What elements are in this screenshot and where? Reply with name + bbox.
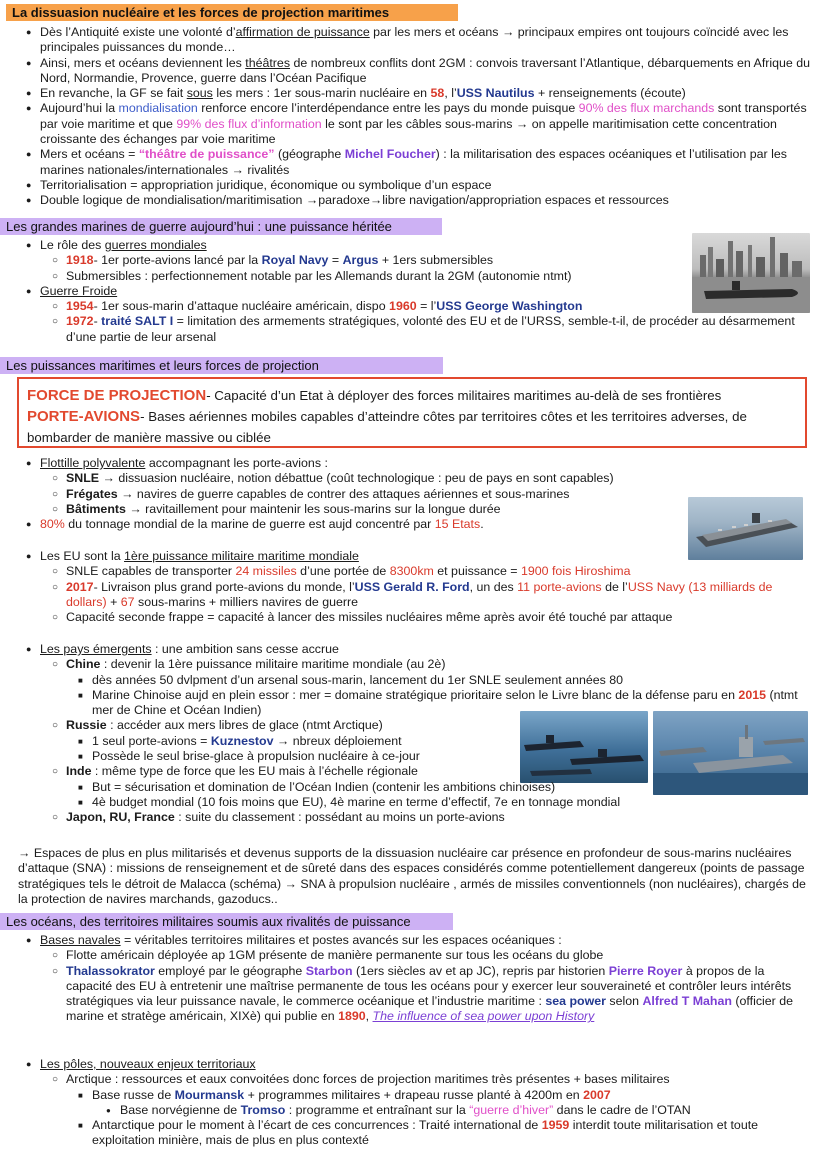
- list-item: ○ Japon, RU, France : suite du classement : possédant au moins un porte-avions: [50, 810, 812, 825]
- list-item: ● Territorialisation = appropriation juridique, économique ou symbolique d’un espace: [24, 178, 815, 193]
- list-item: ● Le rôle des guerres mondiales: [24, 238, 812, 253]
- list-item: ○ Arctique : ressources et eaux convoitées donc forces de projection maritimes très présentes + bases militaires: [50, 1072, 812, 1087]
- list-item: ○ Flotte américain déployée ap 1GM présente de manière permanente sur tous les océans du globe: [50, 948, 812, 963]
- section-bases-list: [0, 933, 812, 1025]
- list-item: ■ Possède le seul brise-glace à propulsion nucléaire à ce-jour: [76, 749, 812, 764]
- section-title-puissances: Les puissances maritimes et leurs forces de projection: [0, 357, 443, 374]
- list-item: ● Dès l’Antiquité existe une volonté d’affirmation de puissance par les mers et océans → principaux empires ont toujours coïncidé avec les principales puissances du monde…: [24, 25, 815, 56]
- list-item: ■ Base russe de Mourmansk + programmes militaires + drapeau russe planté à 4200m en 2007: [76, 1088, 812, 1103]
- list-item: ● Les pôles, nouveaux enjeux territoriaux: [24, 1057, 812, 1072]
- list-item: ○ 1954- 1er sous-marin d’attaque nucléaire américain, dispo 1960 = l’USS George Washington: [50, 299, 812, 314]
- list-item: ○ Capacité seconde frappe = capacité à lancer des missiles nucléaires même après avoir été touché par attaque: [50, 610, 812, 625]
- section-title-dissuasion: La dissuasion nucléaire et les forces de projection maritimes: [6, 4, 458, 21]
- list-item: ● Ainsi, mers et océans deviennent les théâtres de nombreux conflits dont 2GM : convois traversant l’Atlantique, débarquements en Afrique du Nord, Normandie, Provence, guerre dans l’Océan Pacifique: [24, 56, 815, 87]
- definition-box: [17, 377, 807, 448]
- section-title-oceans: Les océans, des territoires militaires soumis aux rivalités de puissance: [0, 913, 453, 930]
- list-item: ○ Submersibles : perfectionnement notable par les Allemands durant la 2GM (autonomie ntmt): [50, 269, 812, 284]
- conclusion-paragraph: → Espaces de plus en plus militarisés et devenus supports de la dissuasion nucléaire car présence en profondeur de sous-marins nucléaires d’attaque (SNA) : missions de renseignement et de sûreté dans des espaces considérés comme potentiellement dangereux (points de passage stratégiques tels le détroit de Malacca (schéma) → SNA à propulsion nucléaire , armés de missiles conventionnels (non nucléaires), chargés de la protection de navires marchands, gazoducs..: [18, 846, 806, 906]
- list-item: ● Base norvégienne de Tromso : programme et entraînant sur la “guerre d’hiver” dans le cadre de l’OTAN: [104, 1103, 812, 1118]
- list-item: ○ Thalassokrator employé par le géographe Starbon (1ers siècles av et ap JC), repris par historien Pierre Royer à propos de la capacité des EU à entretenir une maîtrise permanente de tous les océans pour y exercer leur souveraineté et contrôler leurs intérêts stratégiques via leur puissance navale, le commerce océanique et l’industrie maritime : sea power selon Alfred T Mahan (officier de marine et stratège américain, XIXè) qui publie en 1890, The influence of sea power upon History: [50, 964, 812, 1025]
- list-item: ● Bases navales = véritables territoires militaires et postes avancés sur les espaces océaniques :: [24, 933, 812, 948]
- section-emergents-list: [0, 642, 812, 826]
- book-link[interactable]: The influence of sea power upon History: [372, 1009, 595, 1024]
- section-title-marines: Les grandes marines de guerre aujourd’hui : une puissance héritée: [0, 218, 442, 235]
- list-item: ● Guerre Froide: [24, 284, 812, 299]
- list-item: ○ Frégates → navires de guerre capables de contrer des attaques aériennes et sous-marines: [50, 487, 812, 502]
- list-item: ● Mers et océans = “théâtre de puissance” (géographe Michel Foucher) : la militarisation des espaces océaniques et l’utilisation par les marines nationales/internationales → rivalités: [24, 147, 815, 178]
- list-item: ● En revanche, la GF se fait sous les mers : 1er sous-marin nucléaire en 58, l’USS Nautilus + renseignements (écoute): [24, 86, 815, 101]
- list-item: ■ dès années 50 dvlpment d’un arsenal sous-marin, lancement du 1er SNLE seulement années 80: [76, 673, 812, 688]
- list-item: ○ Chine : devenir la 1ère puissance militaire maritime mondiale (au 2è): [50, 657, 812, 672]
- list-item: ○ Russie : accéder aux mers libres de glace (ntmt Arctique): [50, 718, 812, 733]
- section-dissuasion-list: [0, 25, 815, 209]
- definition-porte-avions: PORTE-AVIONS- Bases aériennes mobiles capables d’atteindre côtes par territoires côtes et les territoires adverses, de bombarder de manière massive ou ciblée: [27, 408, 747, 445]
- list-item: ○ SNLE → dissuasion nucléaire, notion débattue (coût technologique : peu de pays en sont capables): [50, 471, 812, 486]
- list-item: ○ 2017- Livraison plus grand porte-avions du monde, l’USS Gerald R. Ford, un des 11 porte-avions de l’USS Navy (13 milliards de dollars) + 67 sous-marins + milliers navires de guerre: [50, 580, 812, 611]
- section-eu-list: [0, 549, 812, 625]
- list-item: ○ Inde : même type de force que les EU mais à l’échelle régionale: [50, 764, 812, 779]
- section-flottille-list: [0, 456, 812, 532]
- list-item: ● Aujourd’hui la mondialisation renforce encore l’interdépendance entre les pays du monde puisque 90% des flux marchands sont transportés par voie maritime et que 99% des flux d’information le sont par les câbles sous-marins → on appelle maritimisation cette concentration croissante des échanges par voie maritime: [24, 101, 815, 147]
- list-item: ■ Marine Chinoise aujd en plein essor : mer = domaine stratégique prioritaire selon le Livre blanc de la défense paru en 2015 (ntmt mer de Chine et Océan Indien): [76, 688, 812, 719]
- section-poles-list: [0, 1057, 812, 1149]
- list-item: ○ 1918- 1er porte-avions lancé par la Royal Navy = Argus + 1ers submersibles: [50, 253, 812, 268]
- list-item: ■ 1 seul porte-avions = Kuznestov → nbreux déploiement: [76, 734, 812, 749]
- list-item: ■ But = sécurisation et domination de l’Océan Indien (contenir les ambitions chinoises): [76, 780, 812, 795]
- list-item: ● 80% du tonnage mondial de la marine de guerre est aujd concentré par 15 Etats.: [24, 517, 812, 532]
- list-item: ● Double logique de mondialisation/maritimisation →paradoxe→libre navigation/appropriation espaces et ressources: [24, 193, 815, 208]
- list-item: ○ 1972- traité SALT I = limitation des armements stratégiques, volonté des EU et de l’URSS, semble-t-il, de procéder au désarmement d’une partie de leur arsenal: [50, 314, 812, 345]
- list-item: ■ 4è budget mondial (10 fois moins que EU), 4è marine en terme d’effectif, 7e en tonnage mondial: [76, 795, 812, 810]
- list-item: ○ Bâtiments → ravitaillement pour maintenir les sous-marins sur la longue durée: [50, 502, 812, 517]
- section-marines-list: [0, 238, 812, 345]
- list-item: ● Flottille polyvalente accompagnant les porte-avions :: [24, 456, 812, 471]
- list-item: ● Les pays émergents : une ambition sans cesse accrue: [24, 642, 812, 657]
- list-item: ■ Antarctique pour le moment à l’écart de ces concurrences : Traité international de 1959 interdit toute militarisation et toute exploitation minière, mais de plus en plus contexté: [76, 1118, 812, 1149]
- list-item: ● Les EU sont la 1ère puissance militaire maritime mondiale: [24, 549, 812, 564]
- list-item: ○ SNLE capables de transporter 24 missiles d’une portée de 8300km et puissance = 1900 fois Hiroshima: [50, 564, 812, 579]
- definition-force-projection: FORCE DE PROJECTION- Capacité d’un Etat à déployer des forces militaires maritimes au-delà de ses frontières: [27, 387, 722, 404]
